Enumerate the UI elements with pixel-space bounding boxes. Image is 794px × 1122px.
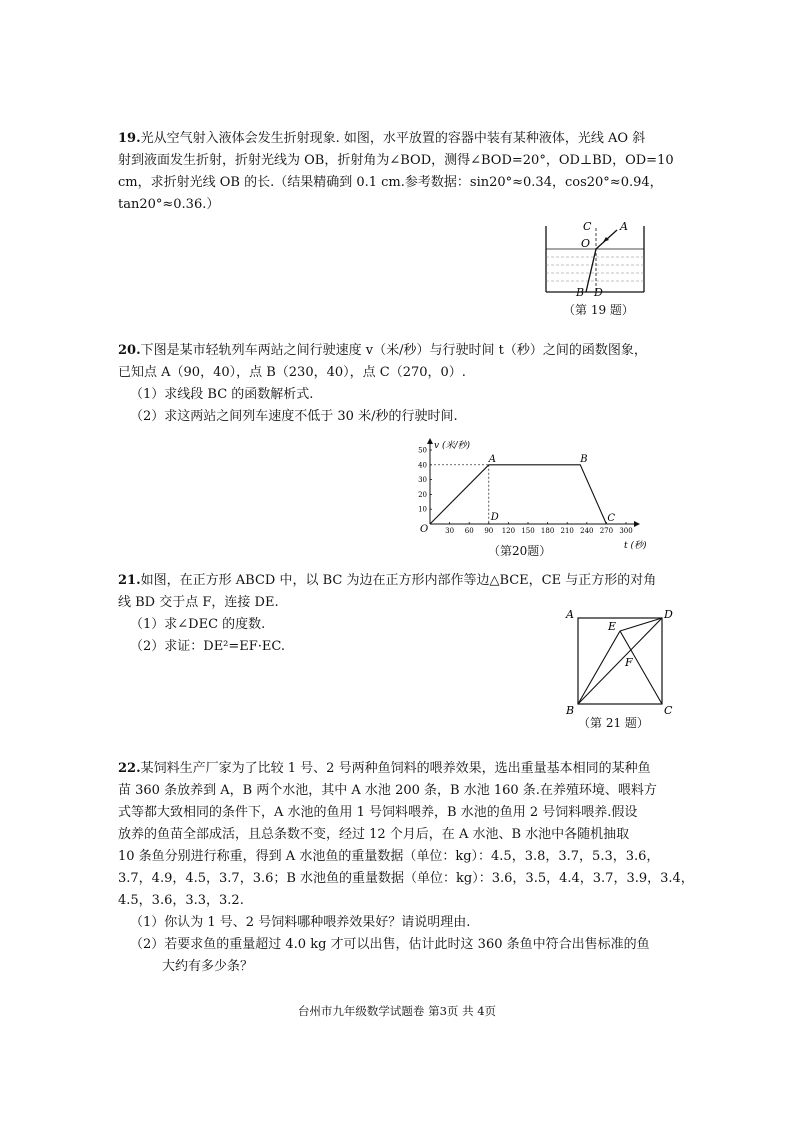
x-tick-label: 90 bbox=[484, 527, 494, 535]
question-text-line: 式等都大致相同的条件下，A 水池的鱼用 1 号饲料喂养，B 水池的鱼用 2 号饲料喂养.假设 bbox=[118, 805, 638, 820]
y-tick-label: 40 bbox=[418, 461, 427, 470]
question-text-line: cm，求折射光线 OB 的长.（结果精确到 0.1 cm.参考数据：sin20°≈0.34，cos20°≈0.94， bbox=[118, 175, 663, 190]
question-number: 19. bbox=[118, 131, 141, 146]
question-text-line: 苗 360 条放养到 A，B 两个水池，其中 A 水池 200 条，B 水池 160 条.在养殖环境、喂料方 bbox=[118, 783, 657, 798]
x-tick-label: 30 bbox=[445, 527, 455, 535]
question-text-line: 射到液面发生折射，折射光线为 OB，折射角为∠BOD，测得∠BOD=20°，OD⊥BD，OD=10 bbox=[118, 153, 674, 168]
y-axis-arrow bbox=[427, 438, 433, 444]
label-e: E bbox=[608, 620, 617, 633]
x-axis-arrow bbox=[634, 521, 640, 527]
point-label-b: B bbox=[580, 453, 588, 465]
question-part: （1）你认为 1 号、2 号饲料哪种喂养效果好？请说明理由. bbox=[130, 915, 471, 930]
x-tick-label: 120 bbox=[501, 527, 516, 535]
label-o: O bbox=[581, 237, 591, 250]
point-label-c: C bbox=[607, 513, 616, 524]
question-number: 21. bbox=[118, 573, 141, 588]
question-text-line: 线 BD 交于点 F，连接 DE. bbox=[118, 595, 279, 610]
x-axis-label: t (秒) bbox=[624, 541, 647, 551]
x-tick-label: 270 bbox=[599, 527, 614, 535]
question-number: 20. bbox=[118, 343, 141, 358]
question-text-line: 如图，在正方形 ABCD 中，以 BC 为边在正方形内部作等边△BCE，CE 与正方形的对角 bbox=[140, 573, 657, 588]
series-line bbox=[430, 465, 606, 524]
label-d: D bbox=[664, 608, 673, 621]
x-tick-label: 180 bbox=[540, 527, 555, 535]
question-number: 22. bbox=[118, 761, 141, 776]
x-tick-label: 300 bbox=[619, 527, 633, 535]
question-text-line: 光从空气射入液体会发生折射现象. 如图，水平放置的容器中装有某种液体，光线 AO 斜 bbox=[140, 131, 646, 146]
label-d: D bbox=[594, 286, 603, 299]
point-label-a: A bbox=[488, 453, 497, 465]
label-f: F bbox=[625, 656, 633, 669]
question-text-line: tan20°≈0.36.） bbox=[118, 197, 220, 212]
point-label-d: D bbox=[490, 512, 499, 523]
label-b: B bbox=[566, 704, 575, 717]
question-part: （2）求这两站之间列车速度不低于 30 米/秒的行驶时间. bbox=[130, 409, 458, 424]
x-tick-label: 240 bbox=[580, 527, 594, 535]
label-c: C bbox=[583, 220, 592, 233]
label-a: A bbox=[566, 608, 574, 621]
x-tick-label: 210 bbox=[560, 527, 574, 535]
question-text-line: 4.5，3.6，3.3，3.2. bbox=[118, 893, 244, 908]
question-part: 大约有多少条？ bbox=[162, 959, 254, 974]
figure-caption-19: （第 19 题） bbox=[563, 303, 634, 317]
x-tick-label: 150 bbox=[521, 527, 535, 535]
page-footer: 台州市九年级数学试题卷 第3页 共 4页 bbox=[297, 1004, 497, 1018]
x-tick-label: 60 bbox=[464, 527, 474, 535]
question-text-line: 10 条鱼分别进行称重，得到 A 水池鱼的重量数据（单位：kg）：4.5，3.8，3.7，5.3，3.6， bbox=[118, 849, 660, 864]
question-text-line: 放养的鱼苗全部成活，且总条数不变，经过 12 个月后，在 A 水池、B 水池中各随机抽取 bbox=[118, 827, 630, 842]
question-part: （1）求线段 BC 的函数解析式. bbox=[130, 387, 314, 402]
label-a: A bbox=[620, 220, 628, 233]
question-part: （1）求∠DEC 的度数. bbox=[130, 617, 266, 632]
question-text-line: 某饲料生产厂家为了比较 1 号、2 号两种鱼饲料的喂养效果，选出重量基本相同的某种鱼 bbox=[140, 761, 651, 776]
y-tick-label: 30 bbox=[418, 476, 427, 485]
label-b: B bbox=[576, 286, 585, 299]
label-c: C bbox=[664, 704, 673, 717]
question-part: （2）求证：DE²=EF·EC. bbox=[130, 639, 286, 654]
question-text-line: 下图是某市轻轨列车两站之间行驶速度 v（米/秒）与行驶时间 t（秒）之间的函数图象， bbox=[140, 343, 647, 358]
figure-caption-20: （第20题） bbox=[488, 544, 552, 558]
y-tick-label: 10 bbox=[418, 505, 427, 514]
question-text-line: 已知点 A（90，40），点 B（230，40），点 C（270，0）. bbox=[118, 365, 466, 380]
question-part: （2）若要求鱼的重量超过 4.0 kg 才可以出售，估计此时这 360 条鱼中符合出售标准的鱼 bbox=[130, 937, 650, 952]
y-tick-label: 20 bbox=[418, 490, 427, 499]
y-axis-label: v (米/秒) bbox=[434, 441, 471, 451]
figure-caption-21: （第 21 题） bbox=[578, 716, 649, 730]
y-tick-label: 50 bbox=[418, 446, 427, 455]
question-text-line: 3.7，4.9，4.5，3.7，3.6；B 水池鱼的重量数据（单位：kg）：3.6，3.5，4.4，3.7，3.9，3.4， bbox=[118, 871, 694, 886]
square-triangle-figure bbox=[564, 606, 680, 716]
origin-label: O bbox=[420, 524, 429, 535]
